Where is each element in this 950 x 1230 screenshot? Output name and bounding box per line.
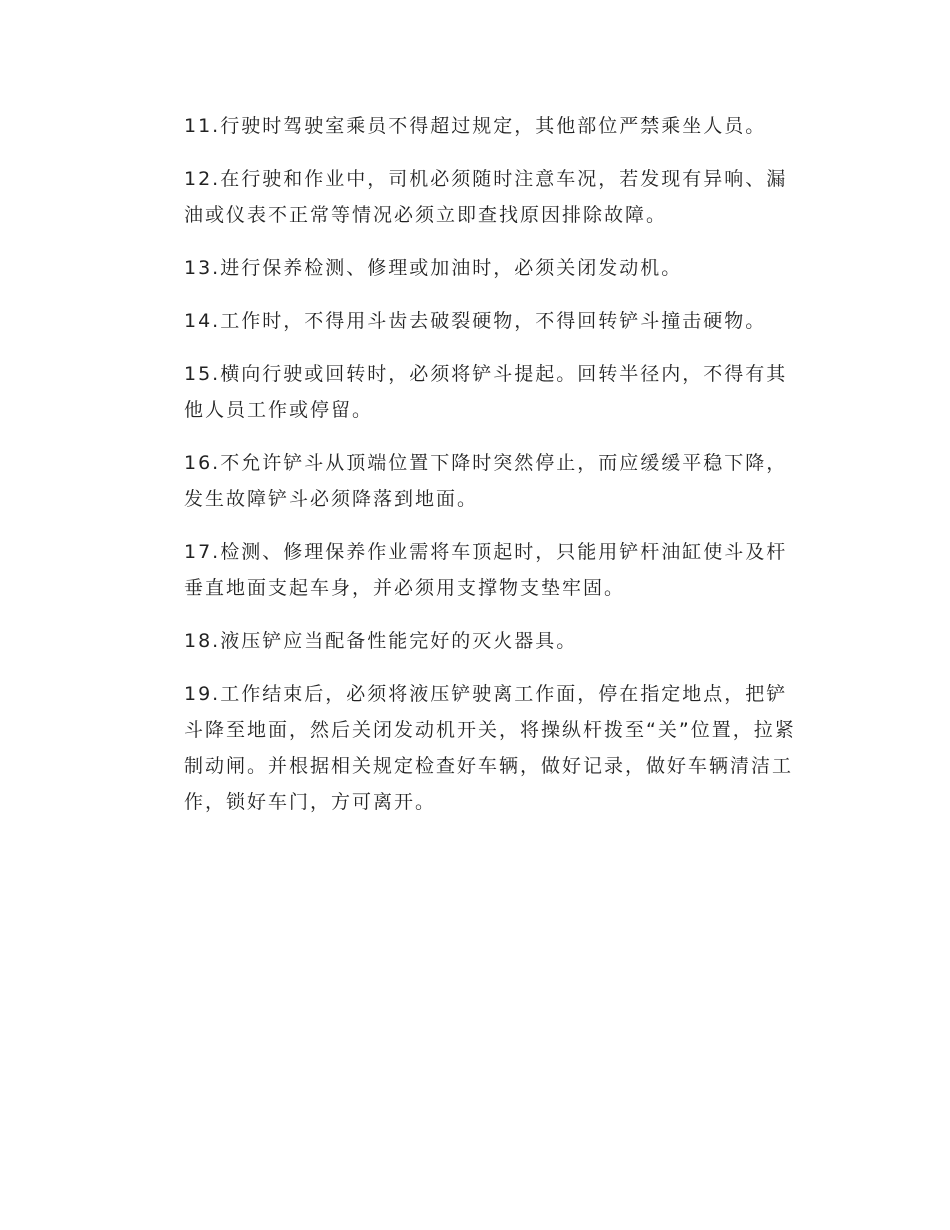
paragraph-line: 11.行驶时驾驶室乘员不得超过规定，其他部位严禁乘坐人员。	[184, 115, 767, 137]
paragraph-line: 19.工作结束后，必须将液压铲驶离工作面，停在指定地点，把铲	[184, 683, 788, 705]
paragraph-item-14	[142, 303, 814, 339]
paragraph-line: 发生故障铲斗必须降落到地面。	[184, 488, 479, 510]
paragraph-item-13	[142, 250, 814, 286]
document-body	[142, 108, 814, 837]
paragraph-line: 17.检测、修理保养作业需将车顶起时，只能用铲杆油缸使斗及杆	[184, 541, 788, 563]
paragraph-item-18	[142, 623, 814, 659]
paragraph-item-12	[142, 161, 814, 233]
paragraph-line: 14.工作时，不得用斗齿去破裂硬物，不得回转铲斗撞击硬物。	[184, 310, 767, 332]
paragraph-line: 13.进行保养检测、修理或加油时，必须关闭发动机。	[184, 257, 683, 279]
paragraph-item-16	[142, 445, 814, 517]
paragraph-line: 15.横向行驶或回转时，必须将铲斗提起。回转半径内，不得有其	[184, 363, 788, 385]
paragraph-line: 18.液压铲应当配备性能完好的灭火器具。	[184, 630, 578, 652]
paragraph-line: 斗降至地面，然后关闭发动机开关，将操纵杆拨至“关”位置，拉紧	[184, 719, 796, 741]
paragraph-line: 他人员工作或停留。	[184, 399, 374, 421]
paragraph-line: 16.不允许铲斗从顶端位置下降时突然停止，而应缓缓平稳下降，	[184, 452, 788, 474]
paragraph-item-19	[142, 676, 814, 820]
paragraph-item-11	[142, 108, 814, 144]
paragraph-line: 制动闸。并根据相关规定检查好车辆，做好记录，做好车辆清洁工	[184, 755, 794, 777]
paragraph-item-15	[142, 356, 814, 428]
paragraph-line: 垂直地面支起车身，并必须用支撑物支垫牢固。	[184, 577, 626, 599]
paragraph-line: 油或仪表不正常等情况必须立即查找原因排除故障。	[184, 204, 668, 226]
paragraph-item-17	[142, 534, 814, 606]
paragraph-line: 作，锁好车门，方可离开。	[184, 791, 437, 813]
paragraph-line: 12.在行驶和作业中，司机必须随时注意车况，若发现有异响、漏	[184, 168, 788, 190]
